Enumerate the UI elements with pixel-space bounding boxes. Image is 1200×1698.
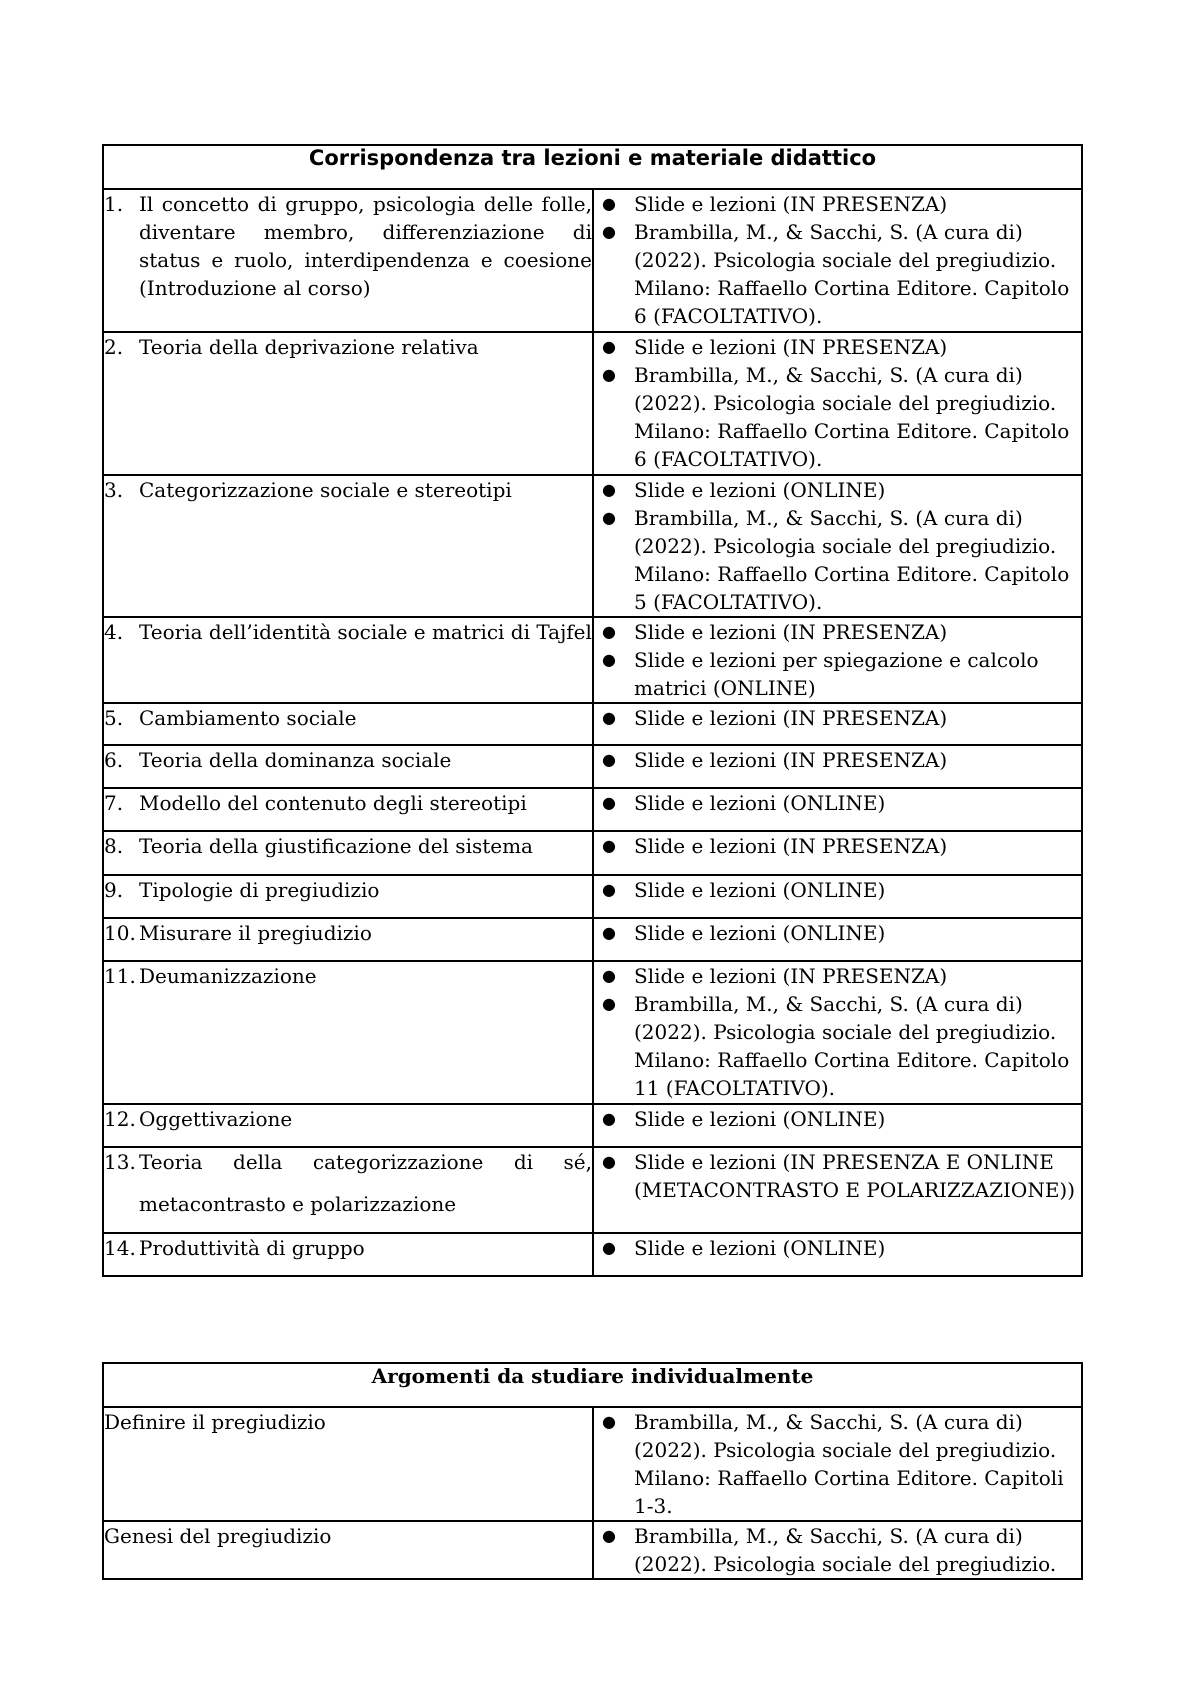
material-item bbox=[594, 704, 1081, 732]
material-text: Slide e lezioni (ONLINE) bbox=[634, 791, 886, 815]
lesson-cell bbox=[103, 475, 593, 617]
materials-list bbox=[594, 1522, 1081, 1578]
materials-list bbox=[594, 832, 1081, 860]
material-item bbox=[594, 218, 1081, 330]
materials-list bbox=[594, 746, 1081, 774]
lesson-number: 9. bbox=[104, 878, 124, 902]
lesson-topic: Categorizzazione sociale e stereotipi bbox=[139, 478, 512, 502]
lesson-topic: Oggettivazione bbox=[139, 1107, 293, 1131]
lesson-cell bbox=[103, 875, 593, 918]
material-text: Slide e lezioni (IN PRESENZA E ONLINE (METACONTRASTO E POLARIZZAZIONE)) bbox=[634, 1150, 1076, 1202]
table-row bbox=[103, 1233, 1082, 1276]
material-item bbox=[594, 1105, 1081, 1133]
bullet-icon: ● bbox=[602, 365, 616, 384]
material-item bbox=[594, 1522, 1081, 1578]
lesson-entry bbox=[104, 333, 592, 361]
table-row bbox=[103, 1407, 1082, 1521]
materials-list bbox=[594, 1408, 1081, 1520]
materials-list bbox=[594, 919, 1081, 947]
material-text: Slide e lezioni (ONLINE) bbox=[634, 1236, 886, 1260]
bullet-icon: ● bbox=[602, 793, 616, 812]
materials-cell bbox=[593, 1521, 1082, 1579]
lesson-number: 13. bbox=[104, 1150, 136, 1174]
material-text: Slide e lezioni (IN PRESENZA) bbox=[634, 620, 948, 644]
lessons-materials-table bbox=[102, 144, 1083, 1277]
materials-list bbox=[594, 333, 1081, 473]
lesson-cell bbox=[103, 788, 593, 831]
material-text: Slide e lezioni (IN PRESENZA) bbox=[634, 964, 948, 988]
material-text: Slide e lezioni (ONLINE) bbox=[634, 478, 886, 502]
lesson-entry bbox=[104, 1234, 592, 1262]
lesson-cell bbox=[103, 961, 593, 1104]
materials-cell bbox=[593, 617, 1082, 703]
bullet-icon: ● bbox=[602, 337, 616, 356]
materials-cell bbox=[593, 831, 1082, 875]
materials-list bbox=[594, 190, 1081, 330]
materials-list bbox=[594, 618, 1081, 702]
material-text: Slide e lezioni (IN PRESENZA) bbox=[634, 706, 948, 730]
material-item bbox=[594, 746, 1081, 774]
material-text: Slide e lezioni (ONLINE) bbox=[634, 878, 886, 902]
material-item bbox=[594, 990, 1081, 1102]
materials-cell bbox=[593, 788, 1082, 831]
lesson-cell bbox=[103, 745, 593, 788]
bullet-icon: ● bbox=[602, 966, 616, 985]
lesson-cell bbox=[103, 831, 593, 875]
table1-title: Corrispondenza tra lezioni e materiale didattico bbox=[103, 145, 1082, 189]
lesson-entry bbox=[104, 746, 592, 774]
material-item bbox=[594, 1234, 1081, 1262]
lesson-cell bbox=[103, 703, 593, 745]
lesson-topic: Misurare il pregiudizio bbox=[139, 921, 372, 945]
lesson-topic: Teoria della deprivazione relativa bbox=[139, 335, 479, 359]
materials-list bbox=[594, 1148, 1081, 1204]
lesson-entry bbox=[104, 789, 592, 817]
bullet-icon: ● bbox=[602, 836, 616, 855]
material-text: Slide e lezioni (ONLINE) bbox=[634, 1107, 886, 1131]
bullet-icon: ● bbox=[602, 1109, 616, 1128]
bullet-icon: ● bbox=[602, 1526, 616, 1545]
materials-cell bbox=[593, 961, 1082, 1104]
table-row bbox=[103, 332, 1082, 475]
material-item bbox=[594, 832, 1081, 860]
lesson-cell bbox=[103, 332, 593, 475]
lesson-entry bbox=[104, 962, 592, 990]
lesson-cell bbox=[103, 617, 593, 703]
material-item bbox=[594, 789, 1081, 817]
materials-cell bbox=[593, 189, 1082, 332]
lesson-entry bbox=[104, 704, 592, 732]
material-text: Brambilla, M., & Sacchi, S. (A cura di) (2022). Psicologia sociale del pregiudizio. bbox=[634, 1524, 1057, 1576]
materials-list bbox=[594, 1105, 1081, 1133]
lesson-entry bbox=[104, 618, 592, 653]
bullet-icon: ● bbox=[602, 750, 616, 769]
material-item bbox=[594, 1408, 1081, 1520]
bullet-icon: ● bbox=[602, 622, 616, 641]
materials-cell bbox=[593, 1104, 1082, 1147]
materials-cell bbox=[593, 745, 1082, 788]
material-item bbox=[594, 876, 1081, 904]
bullet-icon: ● bbox=[602, 1152, 616, 1171]
lesson-topic: Cambiamento sociale bbox=[139, 706, 357, 730]
bullet-icon: ● bbox=[602, 1238, 616, 1257]
material-text: Brambilla, M., & Sacchi, S. (A cura di) (2022). Psicologia sociale del pregiudizio. Milano: Raffaello Cortina Editore. Capitolo 6 (FACOLTATIVO). bbox=[634, 363, 1070, 471]
material-text: Brambilla, M., & Sacchi, S. (A cura di) (2022). Psicologia sociale del pregiudizio. Milano: Raffaello Cortina Editore. Capitolo 6 (FACOLTATIVO). bbox=[634, 220, 1070, 328]
lesson-number: 3. bbox=[104, 478, 124, 502]
materials-list bbox=[594, 704, 1081, 732]
table-row bbox=[103, 875, 1082, 918]
materials-list bbox=[594, 1234, 1081, 1262]
material-text: Brambilla, M., & Sacchi, S. (A cura di) (2022). Psicologia sociale del pregiudizio. Milano: Raffaello Cortina Editore. Capitolo 11 (FACOLTATIVO). bbox=[634, 992, 1070, 1100]
table-row bbox=[103, 961, 1082, 1104]
table-row bbox=[103, 1521, 1082, 1579]
materials-cell bbox=[593, 875, 1082, 918]
table-row bbox=[103, 189, 1082, 332]
material-item bbox=[594, 1148, 1081, 1204]
lesson-number: 1. bbox=[104, 192, 124, 216]
table-row bbox=[103, 1147, 1082, 1233]
materials-cell bbox=[593, 475, 1082, 617]
material-text: Slide e lezioni (ONLINE) bbox=[634, 921, 886, 945]
table-row bbox=[103, 831, 1082, 875]
materials-list bbox=[594, 789, 1081, 817]
bullet-icon: ● bbox=[602, 994, 616, 1013]
materials-cell bbox=[593, 1233, 1082, 1276]
materials-list bbox=[594, 962, 1081, 1102]
lesson-cell bbox=[103, 1233, 593, 1276]
lesson-entry bbox=[104, 876, 592, 904]
lesson-topic: Teoria dell’identità sociale e matrici di Tajfel bbox=[139, 620, 592, 644]
lesson-topic: Modello del contenuto degli stereotipi bbox=[139, 791, 527, 815]
material-text: Slide e lezioni (IN PRESENZA) bbox=[634, 834, 948, 858]
lesson-number: 10. bbox=[104, 921, 136, 945]
lesson-number: 14. bbox=[104, 1236, 136, 1260]
materials-list bbox=[594, 876, 1081, 904]
material-text: Slide e lezioni per spiegazione e calcolo matrici (ONLINE) bbox=[634, 648, 1039, 700]
material-item bbox=[594, 646, 1081, 702]
bullet-icon: ● bbox=[602, 880, 616, 899]
lesson-cell bbox=[103, 918, 593, 961]
individual-study-table bbox=[102, 1362, 1083, 1580]
lesson-entry bbox=[104, 832, 592, 860]
material-text: Slide e lezioni (IN PRESENZA) bbox=[634, 335, 948, 359]
material-text: Slide e lezioni (IN PRESENZA) bbox=[634, 192, 948, 216]
lesson-number: 8. bbox=[104, 834, 124, 858]
table-row bbox=[103, 475, 1082, 617]
lesson-topic: Produttività di gruppo bbox=[139, 1236, 365, 1260]
table-row bbox=[103, 617, 1082, 703]
lesson-topic: Tipologie di pregiudizio bbox=[139, 878, 380, 902]
lesson-entry bbox=[104, 476, 592, 504]
material-item bbox=[594, 476, 1081, 504]
lesson-number: 7. bbox=[104, 791, 124, 815]
material-item bbox=[594, 504, 1081, 616]
bullet-icon: ● bbox=[602, 194, 616, 213]
lesson-entry bbox=[104, 190, 592, 302]
lesson-topic: Teoria della dominanza sociale bbox=[139, 748, 452, 772]
bullet-icon: ● bbox=[602, 650, 616, 669]
lesson-topic: Teoria della giustificazione del sistema bbox=[139, 834, 533, 858]
material-item bbox=[594, 361, 1081, 473]
lesson-entry bbox=[104, 1105, 592, 1133]
material-item bbox=[594, 333, 1081, 361]
topic-cell: Definire il pregiudizio bbox=[103, 1407, 593, 1521]
materials-cell bbox=[593, 332, 1082, 475]
table-row bbox=[103, 745, 1082, 788]
materials-cell bbox=[593, 918, 1082, 961]
materials-cell bbox=[593, 1147, 1082, 1233]
table-row bbox=[103, 918, 1082, 961]
table-row bbox=[103, 703, 1082, 745]
material-item bbox=[594, 190, 1081, 218]
materials-list bbox=[594, 476, 1081, 616]
bullet-icon: ● bbox=[602, 923, 616, 942]
lesson-cell bbox=[103, 1147, 593, 1233]
material-item bbox=[594, 618, 1081, 646]
lesson-number: 2. bbox=[104, 335, 124, 359]
lesson-entry bbox=[104, 919, 592, 947]
bullet-icon: ● bbox=[602, 708, 616, 727]
table-row bbox=[103, 788, 1082, 831]
bullet-icon: ● bbox=[602, 480, 616, 499]
material-text: Slide e lezioni (IN PRESENZA) bbox=[634, 748, 948, 772]
materials-cell bbox=[593, 703, 1082, 745]
lesson-topic: Deumanizzazione bbox=[139, 964, 317, 988]
material-item bbox=[594, 962, 1081, 990]
lesson-cell bbox=[103, 189, 593, 332]
table2-title: Argomenti da studiare individualmente bbox=[103, 1363, 1082, 1407]
material-item bbox=[594, 919, 1081, 947]
lesson-number: 4. bbox=[104, 620, 124, 644]
bullet-icon: ● bbox=[602, 222, 616, 241]
bullet-icon: ● bbox=[602, 1412, 616, 1431]
lesson-topic: Il concetto di gruppo, psicologia delle folle, diventare membro, differenziazione di status e ruolo, interdipendenza e coesione (Introduzione al corso) bbox=[139, 192, 592, 300]
bullet-icon: ● bbox=[602, 508, 616, 527]
material-text: Brambilla, M., & Sacchi, S. (A cura di) (2022). Psicologia sociale del pregiudizio. Milano: Raffaello Cortina Editore. Capitolo 5 (FACOLTATIVO). bbox=[634, 506, 1070, 614]
lesson-entry bbox=[104, 1148, 592, 1225]
lesson-number: 5. bbox=[104, 706, 124, 730]
lesson-number: 12. bbox=[104, 1107, 136, 1131]
lesson-number: 11. bbox=[104, 964, 136, 988]
lesson-number: 6. bbox=[104, 748, 124, 772]
lesson-topic: Teoria della categorizzazione di sé, metacontrasto e polarizzazione bbox=[139, 1150, 592, 1216]
materials-cell bbox=[593, 1407, 1082, 1521]
topic-cell: Genesi del pregiudizio bbox=[103, 1521, 593, 1579]
material-text: Brambilla, M., & Sacchi, S. (A cura di) (2022). Psicologia sociale del pregiudizio. Milano: Raffaello Cortina Editore. Capitoli 1-3. bbox=[634, 1410, 1064, 1518]
